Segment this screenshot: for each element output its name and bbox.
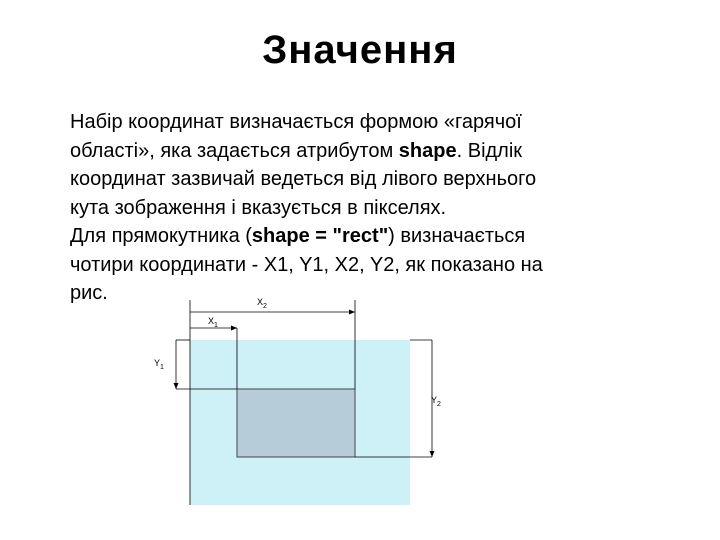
text-line: Набір координат визначається формою «гарячої	[70, 111, 522, 133]
shape-rect-term: shape = "rect"	[251, 225, 389, 247]
y1-label: $Y_1$	[154, 358, 164, 371]
y1-arrowhead	[174, 383, 179, 389]
text-segment: . Відлік	[456, 139, 523, 162]
x1-label: $X_1$	[208, 316, 218, 329]
x1-arrowhead	[231, 326, 237, 331]
text-segment: області», яка задається атрибутом	[70, 139, 394, 162]
y2-label: $Y_2$	[431, 395, 441, 408]
hotspot-rectangle	[237, 389, 355, 457]
text-line: рис.	[70, 282, 108, 304]
y2-arrowhead	[430, 451, 435, 457]
x2-label: $X_2$	[257, 297, 267, 310]
text-line: чотири координати - X1, Y1, X2, Y2, як показано на	[70, 253, 543, 276]
text-line: кута зображення і вказується в пікселях.	[70, 196, 447, 219]
x2-arrowhead	[349, 310, 355, 315]
shape-attribute-term: shape	[398, 139, 457, 162]
text-segment: Для прямокутника (	[70, 225, 252, 247]
text-segment: ) визначається	[388, 225, 526, 247]
text-line: координат зазвичай ведеться від лівого верхнього	[70, 168, 537, 190]
slide-title: Значення	[262, 28, 458, 72]
